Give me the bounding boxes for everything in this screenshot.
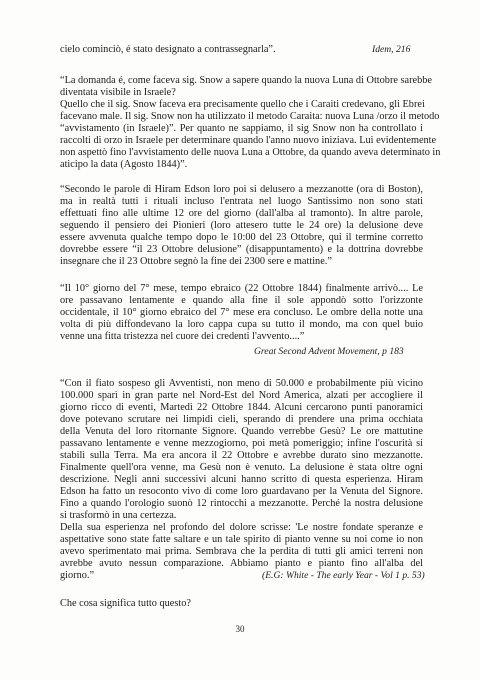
text-line: ore passavano lentamente e quando alla fine il sole appondò sotto l'orizzonte xyxy=(60,295,423,306)
text-line: facevano male. Il sig. Snow non ha utilizzato il metodo Caraita: nuova Luna /orzo il metodo xyxy=(60,111,440,122)
text-line: avevo sperimentato mai prima. Sembrava che la perdita di tutti gli amici terreni non xyxy=(60,546,423,557)
text-line: seguendo il pensiero dei Pionieri (loro attesero tutte le 24 ore) la delusione deve xyxy=(60,220,423,231)
text-line: descrizione. Negli anni successivi alcuni hanno scritto di questa esperienza. Hiram xyxy=(60,474,423,485)
page-number: 30 xyxy=(235,624,245,634)
text-line: aticipo la data (Agosto 1844)”. xyxy=(60,159,188,170)
text-line: occidentale, il 10° giorno ebraico del 7° mese era concluso. Le ombre della notte una xyxy=(60,307,423,318)
text-line: Finalmente quell'ora venne, ma Gesù non è venuto. La delusione è stata oltre ogni xyxy=(60,462,423,473)
source-reference: (E.G: White - The early Year - Vol 1 p. 53) xyxy=(262,570,425,581)
text-line: “Secondo le parole di Hiram Edson loro poi si delusero a mezzanotte (ora di Boston), xyxy=(60,184,423,195)
text-line: passavano lentamente e venne mezzogiorno, poi metà pomeriggio; infine l'oscurità si xyxy=(60,438,423,449)
source-reference: Idem, 216 xyxy=(372,44,411,55)
source-reference: Great Second Advent Movement, p 183 xyxy=(254,346,404,357)
text-line: Edson ha fatto un resoconto vivo di come loro guardavano per la Venuta del Signore. xyxy=(60,486,423,497)
text-line: effettuati fino alle ultime 12 ore del giorno (dall'alba al tramonto). In altre parole, xyxy=(60,208,423,219)
text-line: avrebbe avuto nessun comparazione. Abbiamo pianto e pianto fino all'alba del xyxy=(60,558,423,569)
text-line: Quello che il sig. Snow faceva era precisamente quello che i Caraiti credevano, gli Ebrei xyxy=(60,99,425,110)
text-line: non aspettò fino l'avvistamento delle nuova Luna a Ottobre, da quando aveva determinato in xyxy=(60,147,441,158)
text-line: “avvistamento (in Israele)”. Per quanto ne sappiamo, il sig Snow non ha controllato i xyxy=(60,123,423,134)
text-line: cielo cominciò, é stato designato a contrassegnarla”. xyxy=(60,44,276,55)
text-line: essere avvenuta qualche tempo dopo le 10:00 del 23 Ottobre, qui il termine corretto xyxy=(60,232,423,243)
text-line: giorno ricco di eventi, Martedì 22 Ottobre 1844. Alcuni cercarono punti panoramici xyxy=(60,402,423,413)
text-line: stabilì sulla Terra. Ma era ancora il 22 Ottobre e avrebbe durato sino mezzanotte. xyxy=(60,450,423,461)
text-line: giorno.” xyxy=(60,570,95,581)
text-line: volta di più diffondevano la loro cappa cupa su tutto il mondo, ma con quel buio xyxy=(60,319,423,330)
closing-question: Che cosa significa tutto questo? xyxy=(60,598,191,609)
text-line: venne una fitta tristezza nel cuore dei credenti l'avvento....” xyxy=(60,331,305,342)
text-line: raccolti di orzo in Israele per determinare quando l'anno nuovo iniziava. Lui evidentemente xyxy=(60,135,437,146)
text-line: dovrebbe essere “il 23 Ottobre delusione” (disappuntamento) e la dottrina dovrebbe xyxy=(60,244,423,255)
text-line: “Il 10° giorno del 7° mese, tempo ebraico (22 Ottobre 1844) finalmente arrivò.... Le xyxy=(60,283,423,294)
text-line: dove potevano scrutare nei limpidi cieli, sperando di prendere una prima occhiata xyxy=(60,414,423,425)
text-line: “Con il fiato sospeso gli Avventisti, non meno di 50.000 e probabilmente più vicino xyxy=(60,378,423,389)
text-line: Della sua esperienza nel profondo del dolore scrisse: 'Le nostre fondate speranze e xyxy=(60,522,423,533)
text-line: diventata visibile in Israele? xyxy=(60,87,176,98)
text-line: Fino a quando l'orologio suonò 12 rintocchi a mezzanotte. Perché la nostra delusione xyxy=(60,498,423,509)
text-line: “La domanda é, come faceva sig. Snow a sapere quando la nuova Luna di Ottobre sarebbe xyxy=(60,75,432,86)
text-line: insegnare che il 23 Ottobre segnò la fine dei 2300 sere e mattine.” xyxy=(60,256,332,267)
text-line: della Venuta del loro ritornante Signore. Quando verrebbe Gesù? Le ore mattutine xyxy=(60,426,423,437)
text-line: si trasformò in una certezza. xyxy=(60,510,177,521)
text-line: ma in realtà tutti i rituali incluso l'entrata nel luogo Santissimo non sono stati xyxy=(60,196,423,207)
text-line: 100.000 sparì in gran parte nel Nord-Est del Nord America, alzati per accogliere il xyxy=(60,390,423,401)
text-line: aspettative sono state fatte saltare e un tale spirito di pianto venne su noi come io non xyxy=(60,534,423,545)
